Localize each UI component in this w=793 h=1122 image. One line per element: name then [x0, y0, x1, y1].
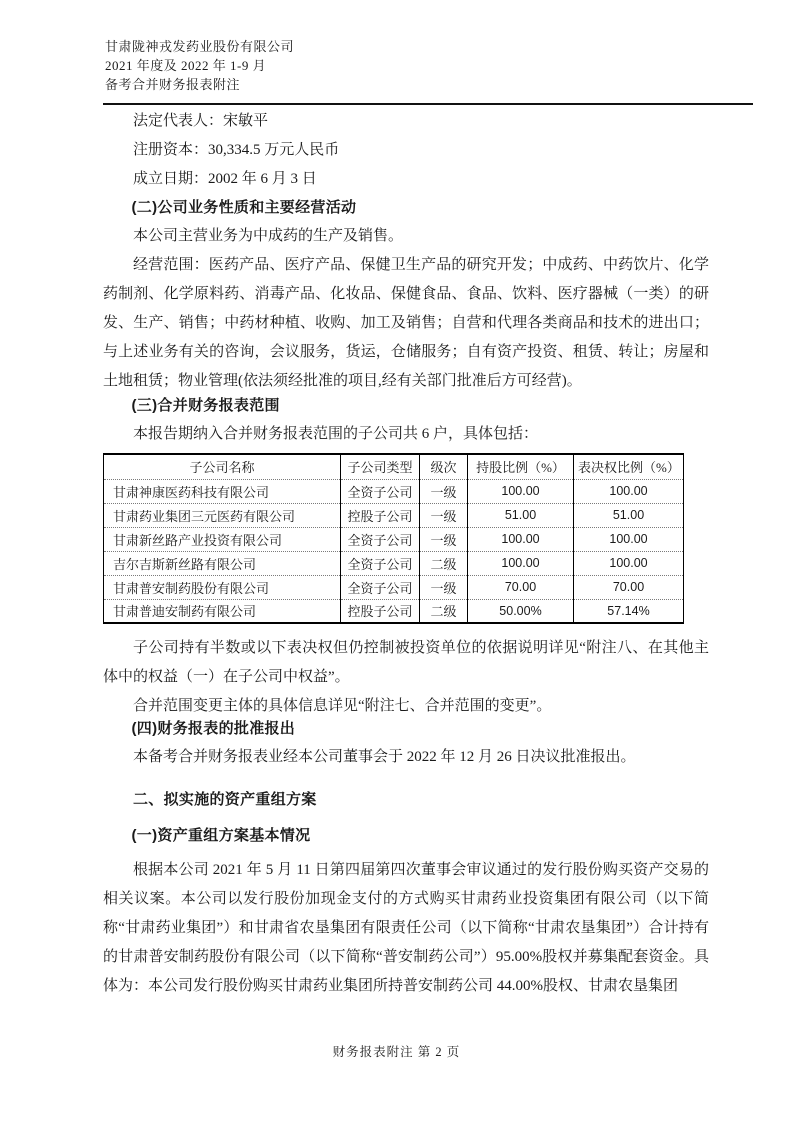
legal-representative-line: 法定代表人：宋敏平	[133, 113, 269, 129]
subsidiary-name-cell: 吉尔吉斯新丝路有限公司	[113, 556, 257, 572]
subsidiary-type-cell: 控股子公司	[341, 503, 420, 527]
subsidiary-name-cell: 甘肃普安制药股份有限公司	[113, 580, 270, 596]
page-footer: 财务报表附注 第 2 页	[332, 1045, 461, 1059]
shareholding-cell: 51.00	[468, 503, 574, 527]
table-row	[104, 527, 684, 551]
subsidiary-name-cell: 甘肃普迪安制药有限公司	[113, 604, 257, 620]
section-heading-consolidation: (三)合并财务报表范围	[131, 397, 280, 414]
voting-cell: 100.00	[574, 527, 684, 551]
page-header	[105, 37, 753, 94]
level-cell: 二级	[420, 599, 468, 623]
shareholding-cell: 70.00	[468, 575, 574, 599]
shareholding-cell: 100.00	[468, 479, 574, 503]
company-info	[103, 107, 709, 194]
registered-capital-line: 注册资本：30,334.5 万元人民币	[133, 142, 340, 158]
voting-cell: 100.00	[574, 551, 684, 575]
subsidiaries-table-wrap	[103, 453, 709, 624]
doc-title: 备考合并财务报表附注	[105, 77, 241, 92]
table-row	[104, 503, 684, 527]
level-cell: 一级	[420, 527, 468, 551]
subsidiary-name-cell: 甘肃药业集团三元医药有限公司	[113, 508, 296, 524]
restructure-paragraph: 根据本公司 2021 年 5 月 11 日第四届第四次董事会审议通过的发行股份购买资产交易的相关议案。本公司以发行股份加现金支付的方式购买甘肃药业投资集团有限公司（以下简称“甘肃药业集团”）和甘肃省农垦集团有限责任公司（以下简称“甘肃农垦集团”）合计持有的甘肃普安制药股份有限公司（以下简称“普安制药公司”）95.00%股权并募集配套资金。具体为：本公司发行股份购买甘肃药业集团所持普安制药公司 44.00%股权、甘肃农垦集团	[103, 862, 709, 994]
table-row	[104, 599, 684, 623]
subsection-heading-restructure-plan: (一)资产重组方案基本情况	[131, 827, 311, 844]
subsidiary-type-cell: 全资子公司	[341, 551, 420, 575]
table-row	[104, 575, 684, 599]
subsidiaries-table	[103, 453, 684, 624]
level-cell: 一级	[420, 575, 468, 599]
level-cell: 一级	[420, 503, 468, 527]
col-voting-ratio: 表决权比例（%）	[574, 454, 684, 479]
level-cell: 二级	[420, 551, 468, 575]
approval-paragraph: 本备考合并财务报表业经本公司董事会于 2022 年 12 月 26 日决议批准报出。	[133, 749, 636, 765]
col-subsidiary-type: 子公司类型	[341, 454, 420, 479]
subsidiary-type-cell: 全资子公司	[341, 575, 420, 599]
table-row	[104, 551, 684, 575]
business-main-paragraph: 本公司主营业务为中成药的生产及销售。	[133, 228, 404, 244]
control-basis-note: 子公司持有半数或以下表决权但仍控制被投资单位的依据说明详见“附注八、在其他主体中的权益（一）在子公司中权益”。	[103, 640, 709, 685]
scope-change-note: 合并范围变更主体的具体信息详见“附注七、合并范围的变更”。	[133, 698, 552, 714]
company-name: 甘肃陇神戎发药业股份有限公司	[105, 39, 295, 54]
col-subsidiary-name: 子公司名称	[189, 460, 255, 476]
shareholding-cell: 100.00	[468, 527, 574, 551]
shareholding-cell: 50.00%	[468, 599, 574, 623]
table-row	[104, 479, 684, 503]
voting-cell: 70.00	[574, 575, 684, 599]
level-cell: 一级	[420, 479, 468, 503]
voting-cell: 51.00	[574, 503, 684, 527]
business-scope-paragraph: 经营范围：医药产品、医疗产品、保健卫生产品的研究开发；中成药、中药饮片、化学药制剂、化学原料药、消毒产品、化妆品、保健食品、食品、饮料、医疗器械（一类）的研发、生产、销售；中药材种植、收购、加工及销售；自营和代理各类商品和技术的进出口；与上述业务有关的咨询，会议服务，货运，仓储服务；自有资产投资、租赁、转让；房屋和土地租赁；物业管理(依法须经批准的项目,经有关部门批准后方可经营)。	[103, 257, 709, 389]
consolidation-intro-paragraph: 本报告期纳入合并财务报表范围的子公司共 6 户，具体包括：	[133, 426, 539, 442]
document-body	[103, 103, 709, 1001]
table-header-row	[104, 454, 684, 479]
report-period: 2021 年度及 2022 年 1-9 月	[105, 58, 267, 73]
subsidiary-type-cell: 全资子公司	[341, 479, 420, 503]
col-shareholding-ratio: 持股比例（%）	[468, 454, 574, 479]
subsidiary-name-cell: 甘肃新丝路产业投资有限公司	[113, 532, 283, 548]
section-heading-approval: (四)财务报表的批准报出	[131, 720, 296, 737]
subsidiary-name-cell: 甘肃神康医药科技有限公司	[113, 484, 270, 500]
section-heading-restructure: 二、拟实施的资产重组方案	[133, 791, 317, 808]
voting-cell: 57.14%	[574, 599, 684, 623]
section-heading-business: (二)公司业务性质和主要经营活动	[131, 199, 357, 216]
establishment-date-line: 成立日期：2002 年 6 月 3 日	[133, 171, 317, 187]
col-level: 级次	[420, 454, 468, 479]
subsidiary-type-cell: 控股子公司	[341, 599, 420, 623]
shareholding-cell: 100.00	[468, 551, 574, 575]
subsidiary-type-cell: 全资子公司	[341, 527, 420, 551]
voting-cell: 100.00	[574, 479, 684, 503]
